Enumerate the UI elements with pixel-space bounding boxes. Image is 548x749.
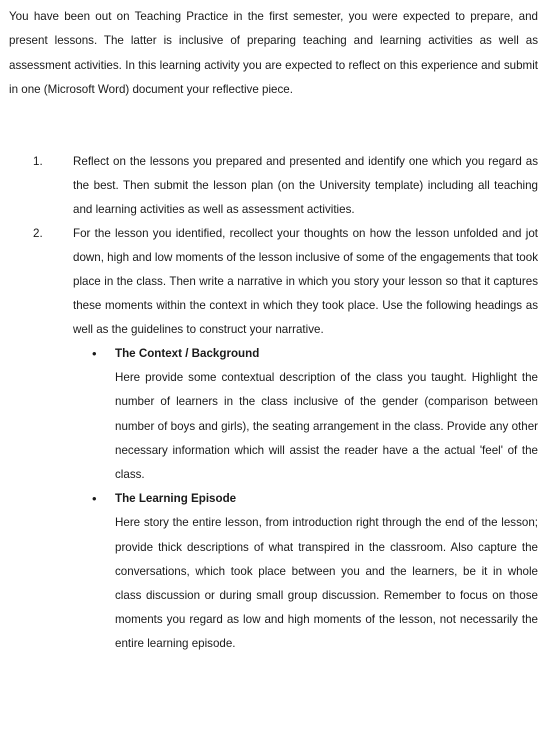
- bullet-heading: The Learning Episode: [115, 492, 237, 506]
- list-item-2: [0, 222, 548, 657]
- list-item-1: [0, 150, 548, 222]
- bullet-text: Here provide some contextual description of the class you taught. Highlight the number of learners in the class inclusive of the gender (comparison between number of boys and girls), the seating arrangement in the class. Provide any other necessary information which will assist the reader have a the actual 'feel' of the class.: [115, 371, 538, 482]
- bullet-icon: •: [92, 491, 97, 507]
- bullet-list: [73, 342, 538, 657]
- numbered-list: [0, 150, 548, 657]
- list-item-text: Reflect on the lessons you prepared and presented and identify one which you regard as the best. Then submit the lesson plan (on the University template) including all teaching and learning activities as well as assessment activities.: [73, 155, 538, 216]
- bullet-text: Here story the entire lesson, from introduction right through the end of the lesson; provide thick descriptions of what transpired in the classroom. Also capture the conversations, which took place between you and the learners, be it in whole class discussion or during small group discussion. Remember to focus on those moments you regard as low and high moments of the lesson, not necessarily the entire learning episode.: [115, 516, 538, 651]
- intro-paragraph: You have been out on Teaching Practice in the first semester, you were expected to prepare, and present lessons. The latter is inclusive of preparing teaching and learning activities as well as assessment activities. In this learning activity you are expected to reflect on this experience and submit in one (Microsoft Word) document your reflective piece.: [9, 10, 538, 96]
- list-number: 2.: [33, 227, 43, 240]
- bullet-item-learning-episode: [73, 487, 538, 656]
- bullet-icon: •: [92, 346, 97, 361]
- list-number: 1.: [33, 155, 43, 168]
- bullet-heading: The Context / Background: [115, 347, 260, 360]
- bullet-item-context: [73, 342, 538, 487]
- list-item-text: For the lesson you identified, recollect your thoughts on how the lesson unfolded and jot down, high and low moments of the lesson inclusive of some of the engagements that took place in the class. Then write a narrative in which you story your lesson so that it captures these moments within the context in which they took place. Use the following headings as well as the guidelines to construct your narrative.: [73, 227, 538, 336]
